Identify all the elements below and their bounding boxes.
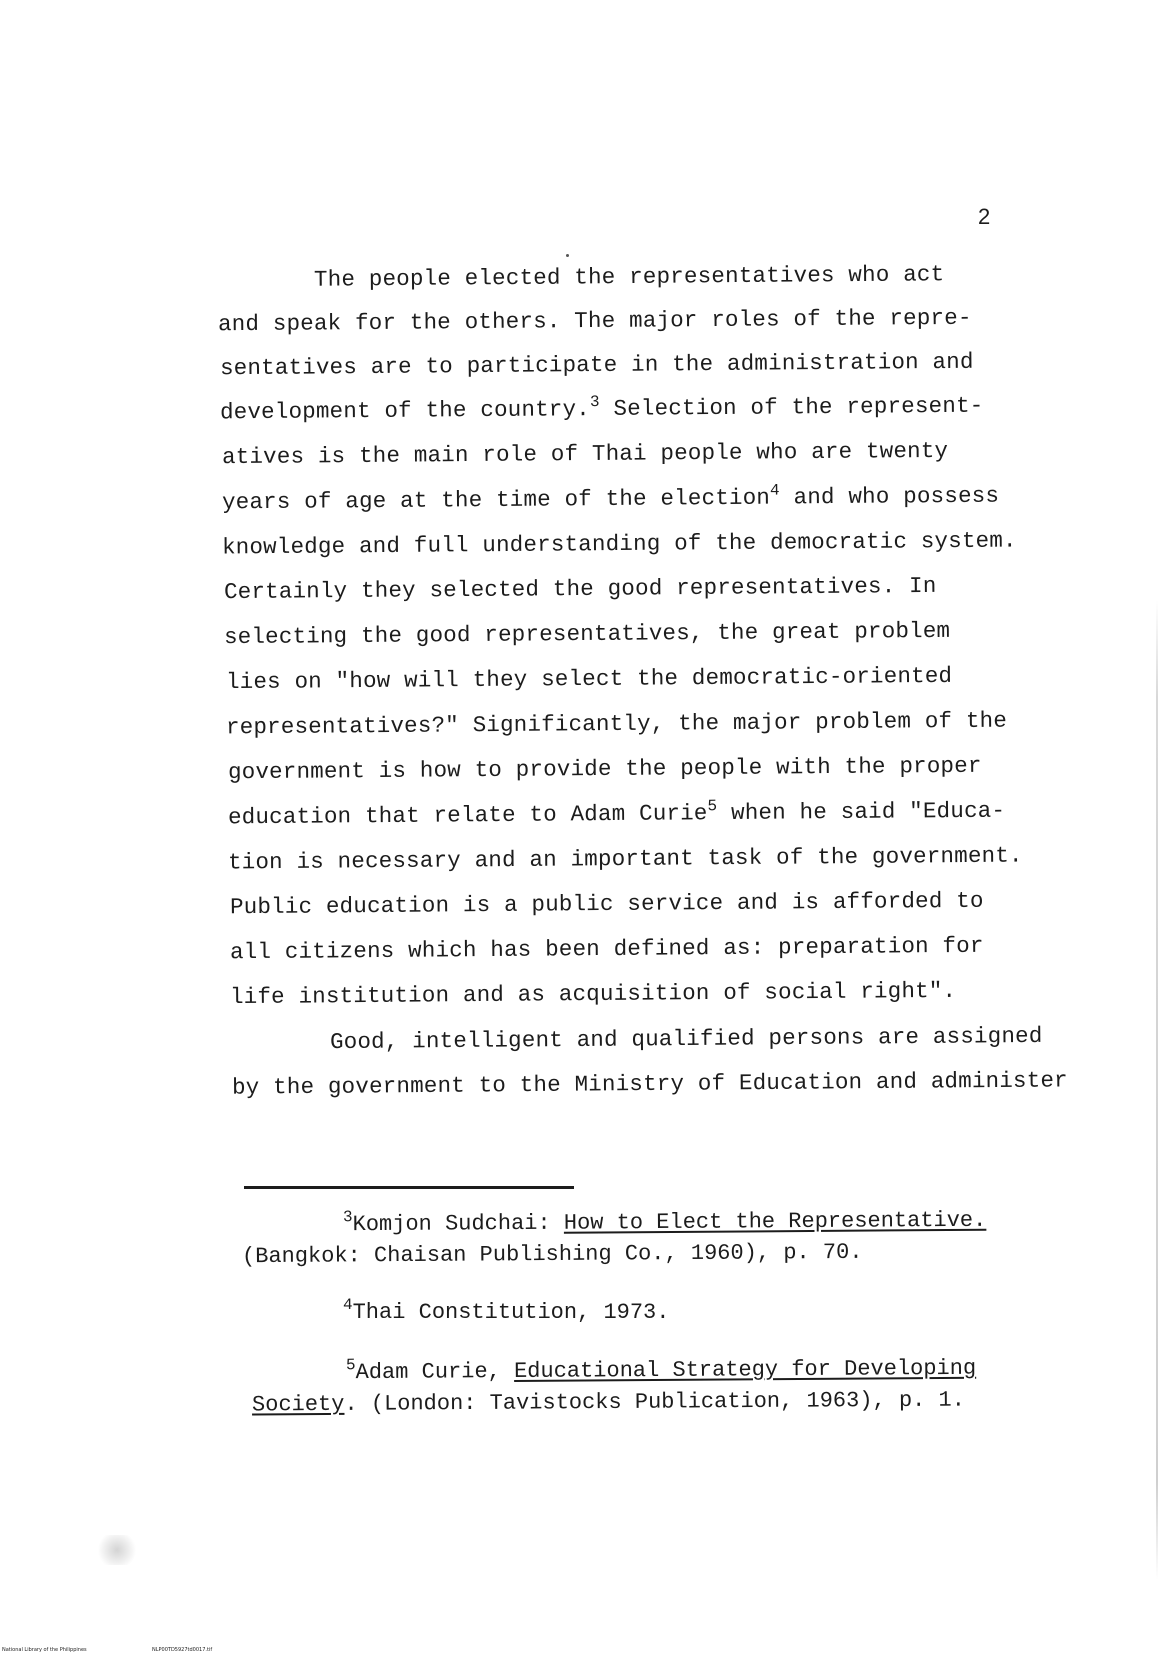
footnote-title: How to Elect the Representative.: [563, 1207, 987, 1236]
body-line: life institution and as acquisition of social right".: [229, 977, 957, 1011]
body-line: by the government to the Ministry of Education and administer: [231, 1067, 1068, 1101]
body-text-segment: development of the country.: [219, 396, 591, 426]
page-number: 2: [978, 204, 991, 229]
library-stamp: National Library of the Philippines: [2, 1647, 87, 1653]
footnote-rule: [244, 1186, 574, 1189]
body-text-segment: years of age at the time of the election: [221, 484, 771, 516]
footnote-marker: 5: [345, 1356, 356, 1375]
body-line: representatives?" Significantly, the major problem of the: [225, 707, 1008, 741]
body-line: knowledge and full understanding of the democratic system.: [221, 527, 1017, 561]
body-line: all citizens which has been defined as: preparation for: [229, 932, 984, 966]
footnote-5: [345, 1355, 977, 1386]
footnote-author: Adam Curie,: [355, 1359, 515, 1386]
body-line: selecting the good representatives, the great problem: [223, 617, 951, 651]
body-text-segment: when he said "Educa-: [717, 797, 1006, 827]
scan-smudge: [95, 1535, 139, 1565]
body-line: [227, 797, 1006, 831]
stray-mark: [566, 254, 569, 257]
body-text-segment: education that relate to Adam Curie: [227, 800, 708, 831]
footnote-ref-3: 3: [589, 393, 600, 412]
body-line: [219, 392, 984, 426]
body-line: tion is necessary and an important task of the government.: [227, 842, 1023, 876]
footnote-ref-5: 5: [707, 797, 718, 816]
footnote-3-imprint: (Bangkok: Chaisan Publishing Co., 1960), p. 70.: [241, 1239, 863, 1270]
body-text-segment: and who possess: [779, 482, 1000, 511]
body-line: government is how to provide the people with the proper: [227, 752, 982, 786]
footnote-3: [342, 1207, 987, 1238]
footnote-imprint: . (London: Tavistocks Publication, 1963), p. 1.: [344, 1387, 966, 1417]
footnote-ref-4: 4: [769, 481, 780, 500]
body-line: atives is the main role of Thai people who are twenty: [221, 437, 949, 471]
footnote-text: Thai Constitution, 1973.: [352, 1300, 670, 1325]
footnote-title-continued: Society: [251, 1391, 345, 1418]
body-line: lies on "how will they select the democratic-oriented: [225, 662, 953, 696]
body-line: Public education is a public service and is afforded to: [229, 887, 984, 921]
scan-edge: [1156, 600, 1158, 1580]
footnote-marker: 3: [342, 1208, 353, 1227]
body-line: Good, intelligent and qualified persons are assigned: [329, 1022, 1043, 1056]
footnote-marker: 4: [343, 1296, 353, 1314]
footnote-title: Educational Strategy for Developing: [513, 1355, 977, 1385]
body-line: [221, 481, 1000, 516]
body-line: Certainly they selected the good representatives. In: [223, 572, 937, 606]
footnote-5-imprint: [251, 1387, 966, 1418]
body-text-segment: Selection of the represent-: [599, 392, 984, 423]
file-stamp: NLP00TD5927td0017.tif: [152, 1647, 213, 1653]
footnote-author: Komjon Sudchai:: [352, 1210, 564, 1238]
body-line: sentatives are to participate in the administration and: [219, 348, 974, 382]
body-line: and speak for the others. The major roles of the repre-: [217, 304, 972, 338]
body-line: The people elected the representatives who act: [313, 261, 945, 293]
footnote-4: [343, 1296, 670, 1325]
